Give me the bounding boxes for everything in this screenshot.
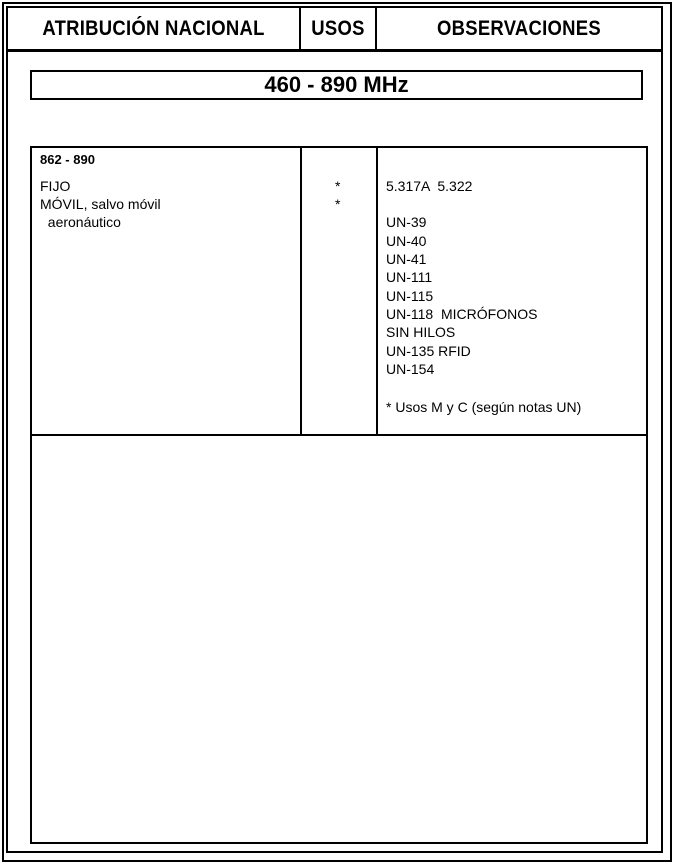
header-divider-2 (375, 8, 377, 49)
obs-line: UN-115 (386, 288, 434, 304)
allocation-table (30, 146, 648, 844)
obs-line: SIN HILOS (386, 324, 456, 340)
service-fijo: FIJO (40, 178, 71, 194)
usos-mark-2: * (335, 196, 341, 212)
service-movil: MÓVIL, salvo móvil (40, 196, 161, 212)
table-header (8, 8, 661, 52)
obs-line: UN-118 MICRÓFONOS (386, 306, 538, 322)
band-title: 460 - 890 MHz (30, 70, 643, 100)
header-atribucion: ATRIBUCIÓN NACIONAL (42, 16, 265, 40)
document-inner (6, 6, 663, 853)
obs-line: UN-41 (386, 251, 427, 267)
obs-line: UN-39 (386, 214, 427, 230)
obs-line: UN-135 RFID (386, 343, 471, 359)
col-divider-2 (376, 148, 378, 436)
obs-footnote: * Usos M y C (según notas UN) (386, 399, 582, 415)
header-divider-1 (299, 8, 301, 49)
header-observaciones: OBSERVACIONES (437, 16, 601, 40)
service-aeronautico: aeronáutico (40, 214, 121, 230)
row-divider (32, 434, 646, 436)
col-divider-1 (300, 148, 302, 436)
obs-line: UN-111 (386, 269, 433, 285)
range-label: 862 - 890 (40, 152, 95, 167)
header-usos: USOS (311, 16, 365, 40)
obs-line: UN-40 (386, 233, 427, 249)
usos-mark-1: * (335, 178, 341, 194)
obs-line: 5.317A 5.322 (386, 178, 473, 194)
obs-line: UN-154 (386, 361, 435, 377)
